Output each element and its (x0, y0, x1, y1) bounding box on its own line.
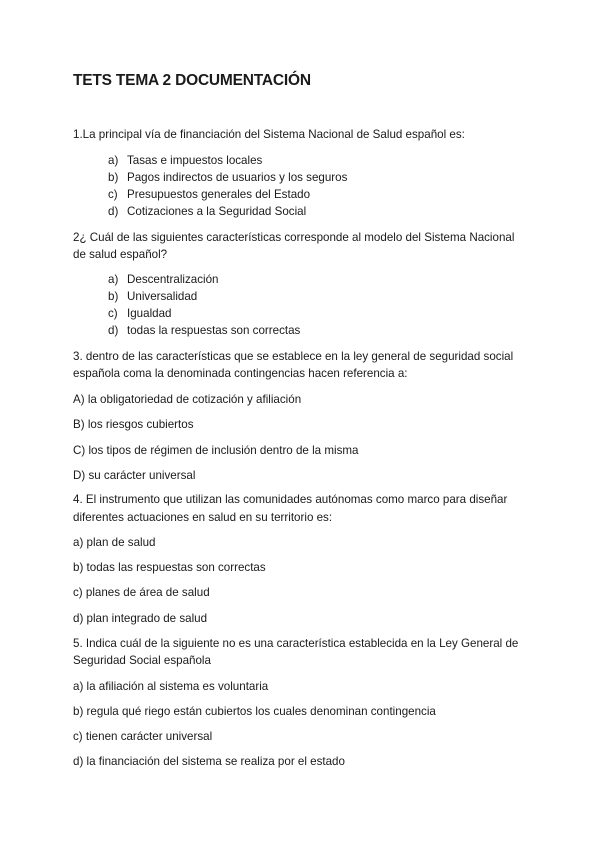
question-3-line-2: española coma la denominada contingencias hacen referencia a: (73, 367, 408, 380)
option-text: todas la respuestas son correctas (127, 324, 301, 337)
q5-option-d: d) la financiación del sistema se realiza por el estado (73, 755, 345, 768)
question-1: 1.La principal vía de financiación del Sistema Nacional de Salud español es: (73, 128, 465, 141)
q5-option-c: c) tienen carácter universal (73, 730, 213, 743)
option-text: Pagos indirectos de usuarios y los seguros (127, 171, 348, 184)
q4-option-a: a) plan de salud (73, 536, 156, 549)
option-marker: d) (108, 324, 119, 337)
q1-option-b (108, 170, 347, 186)
q4-option-b: b) todas las respuestas son correctas (73, 561, 266, 574)
option-marker: a) (108, 154, 119, 167)
question-4-line-2: diferentes actuaciones en salud en su territorio es: (73, 511, 333, 524)
option-marker: c) (108, 188, 118, 201)
q2-option-c (108, 306, 171, 322)
question-5-line-2: Seguridad Social española (73, 654, 211, 667)
option-text: Universalidad (127, 290, 198, 303)
option-text: Presupuestos generales del Estado (127, 188, 311, 201)
option-marker: b) (108, 171, 119, 184)
option-marker: b) (108, 290, 119, 303)
q4-option-d: d) plan integrado de salud (73, 612, 208, 625)
option-marker: a) (108, 273, 119, 286)
q2-option-b (108, 289, 197, 305)
q4-option-c: c) planes de área de salud (73, 586, 210, 599)
option-marker: c) (108, 307, 118, 320)
q3-option-a: A) la obligatoriedad de cotización y afiliación (73, 393, 302, 406)
option-text: Descentralización (127, 273, 219, 286)
q2-option-d (108, 323, 300, 339)
document-title: TETS TEMA 2 DOCUMENTACIÓN (73, 72, 311, 89)
question-2-line-1: 2¿ Cuál de las siguientes características corresponde al modelo del Sistema Nacional (73, 231, 515, 244)
q1-option-a (108, 153, 262, 169)
q1-option-d (108, 204, 306, 220)
q3-option-b: B) los riesgos cubiertos (73, 418, 194, 431)
question-3-line-1: 3. dentro de las características que se establece en la ley general de seguridad social (73, 350, 514, 363)
q2-option-a (108, 272, 219, 288)
option-text: Tasas e impuestos locales (127, 154, 263, 167)
question-5-line-1: 5. Indica cuál de la siguiente no es una característica establecida en la Ley General de (73, 637, 519, 650)
question-2-line-2: de salud español? (73, 248, 168, 261)
question-4-line-1: 4. El instrumento que utilizan las comunidades autónomas como marco para diseñar (73, 493, 508, 506)
option-marker: d) (108, 205, 119, 218)
q1-option-c (108, 187, 310, 203)
option-text: Cotizaciones a la Seguridad Social (127, 205, 307, 218)
q3-option-c: C) los tipos de régimen de inclusión dentro de la misma (73, 444, 359, 457)
q3-option-d: D) su carácter universal (73, 469, 196, 482)
q5-option-b: b) regula qué riego están cubiertos los cuales denominan contingencia (73, 705, 436, 718)
q5-option-a: a) la afiliación al sistema es voluntaria (73, 680, 269, 693)
option-text: Igualdad (127, 307, 172, 320)
